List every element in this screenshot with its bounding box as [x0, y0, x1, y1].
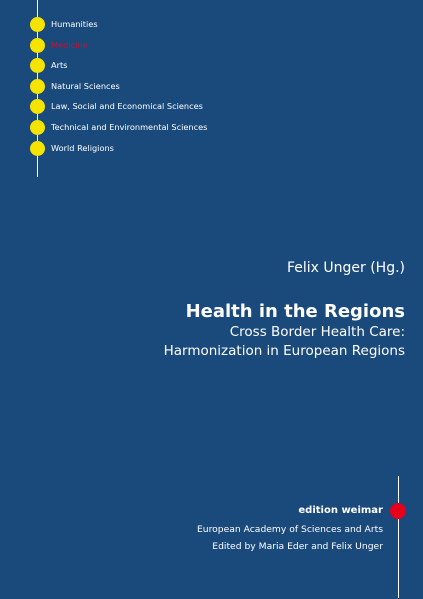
yellow-dot-icon — [30, 17, 45, 32]
subtitle-line-1: Cross Border Health Care: — [229, 324, 405, 340]
publisher-line-2: Edited by Maria Eder and Felix Unger — [212, 541, 383, 552]
publisher-line-1: European Academy of Sciences and Arts — [196, 524, 383, 535]
yellow-dot-icon — [30, 99, 45, 114]
yellow-dot-icon — [30, 79, 45, 94]
book-author: Felix Unger (Hg.) — [286, 260, 405, 276]
category-technical-environmental — [30, 119, 207, 135]
red-dot-icon — [390, 503, 406, 519]
category-label: World Religions — [51, 142, 114, 153]
category-label: Humanities — [51, 18, 98, 29]
category-law-social-economical — [30, 98, 203, 114]
category-label: Arts — [51, 59, 68, 70]
category-humanities — [30, 16, 98, 32]
book-title: Health in the Regions — [185, 301, 405, 322]
category-label: Technical and Environmental Sciences — [51, 121, 208, 132]
category-arts — [30, 57, 67, 73]
yellow-dot-icon — [30, 38, 45, 53]
category-label: Law, Social and Economical Sciences — [51, 100, 203, 111]
subtitle-line-2: Harmonization in European Regions — [163, 343, 405, 359]
category-label: Natural Sciences — [51, 80, 120, 91]
book-subtitle — [164, 323, 405, 361]
yellow-dot-icon — [30, 141, 45, 156]
yellow-dot-icon — [30, 120, 45, 135]
category-natural-sciences — [30, 78, 120, 94]
category-world-religions — [30, 140, 114, 156]
category-medicine — [30, 37, 88, 53]
category-label-active: Medicine — [51, 39, 88, 50]
right-vertical-rule — [398, 476, 399, 598]
publisher-name: edition weimar — [298, 505, 383, 516]
yellow-dot-icon — [30, 58, 45, 73]
